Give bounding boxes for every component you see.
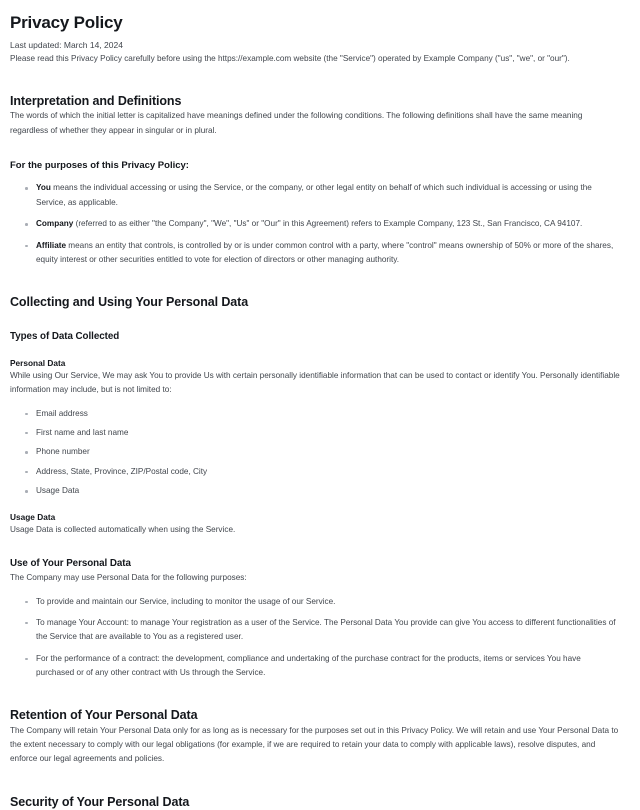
- intro-paragraph: Please read this Privacy Policy carefully before using the https://example.com website (the "Service") operated by Example Company ("us", "we", or "our").: [10, 53, 570, 63]
- personal-data-list: [10, 407, 620, 499]
- minor-heading-usage-data: Usage Data: [10, 512, 56, 523]
- list-item: Email address: [10, 407, 620, 421]
- personal-data-paragraph: While using Our Service, We may ask You to provide Us with certain personally identifiable information that can be used to contact or identify You. Personally identifiable information may include, but is not limited to:: [10, 370, 620, 395]
- purposes-list: [10, 595, 620, 681]
- section-heading-collecting: Collecting and Using Your Personal Data: [10, 295, 249, 310]
- subsection-heading-use-of-personal-data: Use of Your Personal Data: [10, 558, 131, 570]
- page-title: Privacy Policy: [10, 13, 123, 32]
- retention-paragraph: The Company will retain Your Personal Data only for as long as is necessary for the purposes set out in this Privacy Policy. We will retain and use Your Personal Data to the extent necessary to comply with our legal obligations (for example, if we are required to retain your data to comply with applicable laws), resolve disputes, and enforce our legal agreements and policies.: [10, 725, 619, 764]
- definition-text: means an entity that controls, is controlled by or is under common control with a party, where "control" means ownership of 50% or more of the shares, equity interest or other securities entitled to vote for election of directors or other managing authority.: [36, 240, 614, 264]
- list-item: [10, 181, 620, 210]
- definition-term: Company: [36, 219, 74, 229]
- section-heading-retention: Retention of Your Personal Data: [10, 708, 198, 723]
- list-item: Usage Data: [10, 484, 620, 498]
- list-item: [10, 239, 620, 268]
- use-of-data-paragraph: The Company may use Personal Data for the following purposes:: [10, 573, 247, 583]
- usage-data-paragraph: Usage Data is collected automatically when using the Service.: [10, 525, 236, 535]
- interpretation-paragraph: The words of which the initial letter is capitalized have meanings defined under the following conditions. The following definitions shall have the same meaning regardless of whether they appear in singular or in plural.: [10, 111, 583, 135]
- list-item: [10, 217, 620, 231]
- definition-text: (referred to as either "the Company", "We", "Us" or "Our" in this Agreement) refers to Example Company, 123 St., San Francisco, CA 94107.: [73, 219, 583, 229]
- list-item: First name and last name: [10, 426, 620, 440]
- list-item: To provide and maintain our Service, including to monitor the usage of our Service.: [10, 595, 620, 609]
- definition-term: Affiliate: [36, 240, 67, 250]
- list-item: For the performance of a contract: the development, compliance and undertaking of the purchase contract for the products, items or services You have purchased or of any other contract with Us through the Service.: [10, 652, 620, 681]
- list-item: To manage Your Account: to manage Your registration as a user of the Service. The Personal Data You provide can give You access to different functionalities of the Service that are available to You as a registered user.: [10, 616, 620, 645]
- definition-text: means the individual accessing or using the Service, or the company, or other legal entity on behalf of which such individual is accessing or using the Service, as applicable.: [36, 183, 592, 207]
- purposes-lead-in: For the purposes of this Privacy Policy:: [10, 160, 189, 172]
- list-item: Address, State, Province, ZIP/Postal code, City: [10, 465, 620, 479]
- minor-heading-personal-data: Personal Data: [10, 358, 66, 369]
- section-heading-interpretation: Interpretation and Definitions: [10, 94, 182, 109]
- subsection-heading-types-of-data: Types of Data Collected: [10, 331, 120, 343]
- definitions-list: [10, 181, 620, 267]
- definition-term: You: [36, 183, 51, 193]
- section-heading-security: Security of Your Personal Data: [10, 794, 190, 809]
- last-updated-text: Last updated: March 14, 2024: [10, 40, 123, 51]
- list-item: Phone number: [10, 445, 620, 459]
